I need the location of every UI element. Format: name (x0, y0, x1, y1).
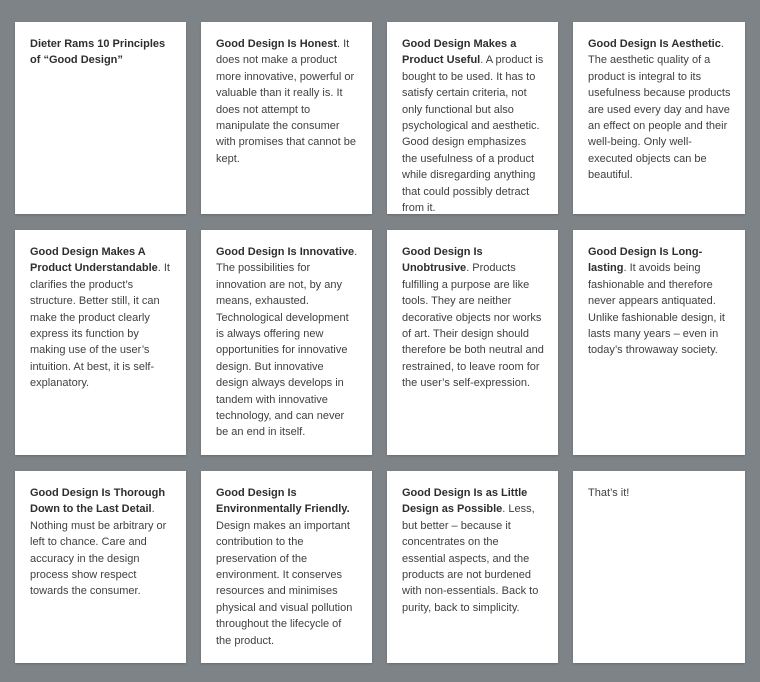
card-body: . It clarifies the product’s structure. Better still, it can make the product clearly express its function by making use of the user’s intuition. At best, it is self-explanatory. (30, 262, 170, 390)
card-text (30, 244, 172, 392)
card-title: Good Design Is as Little Design as Possible (402, 487, 528, 516)
card-body: . It avoids being fashionable and therefore never appears antiquated. Unlike fashionable design, it lasts many years – even in today’s throwaway society. (588, 262, 725, 357)
card-text (216, 244, 358, 441)
card-innovative (201, 230, 372, 455)
card-body: . Nothing must be arbitrary or left to chance. Care and accuracy in the design process show respect towards the consumer. (30, 503, 167, 598)
card-title: Good Design Is Environmentally Friendly. (216, 487, 350, 516)
card-text (216, 36, 358, 167)
card-outro (573, 471, 745, 663)
card-body: . A product is bought to be used. It has to satisfy certain criteria, not only functional but also psychological and aesthetic. Good design emphasizes the usefulness of a product while disregarding anything that could possibly detract from it. (402, 54, 544, 215)
card-honest (201, 22, 372, 214)
card-title: Dieter Rams 10 Principles of “Good Design” (30, 38, 166, 67)
card-useful (387, 22, 558, 214)
card-text (216, 485, 358, 649)
card-title: Good Design Makes a Product Useful (402, 38, 517, 67)
card-thorough (15, 471, 186, 663)
card-unobtrusive (387, 230, 558, 455)
card-text (588, 244, 731, 359)
card-environmental (201, 471, 372, 663)
card-text (588, 36, 731, 184)
card-title: Good Design Is Unobtrusive (402, 246, 483, 275)
card-body: Design makes an important contribution to the preservation of the environment. It conserves resources and minimises physical and visual pollution throughout the lifecycle of the product. (216, 519, 353, 647)
card-body: That’s it! (588, 487, 630, 499)
card-body: . It does not make a product more innovative, powerful or valuable than it really is. It does not attempt to manipulate the consumer with promises that cannot be kept. (216, 38, 357, 165)
card-long-lasting (573, 230, 745, 455)
card-aesthetic (573, 22, 745, 214)
card-title: Good Design Is Long-lasting (588, 246, 703, 275)
card-title: Good Design Is Thorough Down to the Last Detail (30, 487, 166, 516)
card-body: . Less, but better – because it concentrates on the essential aspects, and the products are not burdened with non-essentials. Back to purity, back to simplicity. (402, 503, 539, 614)
card-title: Good Design Is Innovative (216, 246, 355, 258)
card-text (402, 36, 544, 216)
card-text (402, 244, 544, 392)
card-text (30, 485, 172, 600)
card-body: . The aesthetic quality of a product is integral to its usefulness because products are used every day and have an effect on people and their well-being. Only well-executed objects can be beautiful. (588, 38, 731, 182)
card-text (30, 36, 172, 69)
card-body: . Products fulfilling a purpose are like tools. They are neither decorative objects nor works of art. Their design should therefore be both neutral and restrained, to leave room for the user’s self-expression. (402, 262, 544, 390)
card-intro (15, 22, 186, 214)
card-text (402, 485, 544, 616)
card-little-design (387, 471, 558, 663)
card-title: Good Design Makes A Product Understandable (30, 246, 158, 275)
card-body: . The possibilities for innovation are not, by any means, exhausted. Technological development is always offering new opportunities for innovative design. But innovative design always develops in tandem with innovative technology, and can never be an end in itself. (216, 246, 358, 439)
card-text (588, 485, 731, 501)
card-title: Good Design Is Aesthetic (588, 38, 721, 50)
card-understandable (15, 230, 186, 455)
card-title: Good Design Is Honest (216, 38, 338, 50)
